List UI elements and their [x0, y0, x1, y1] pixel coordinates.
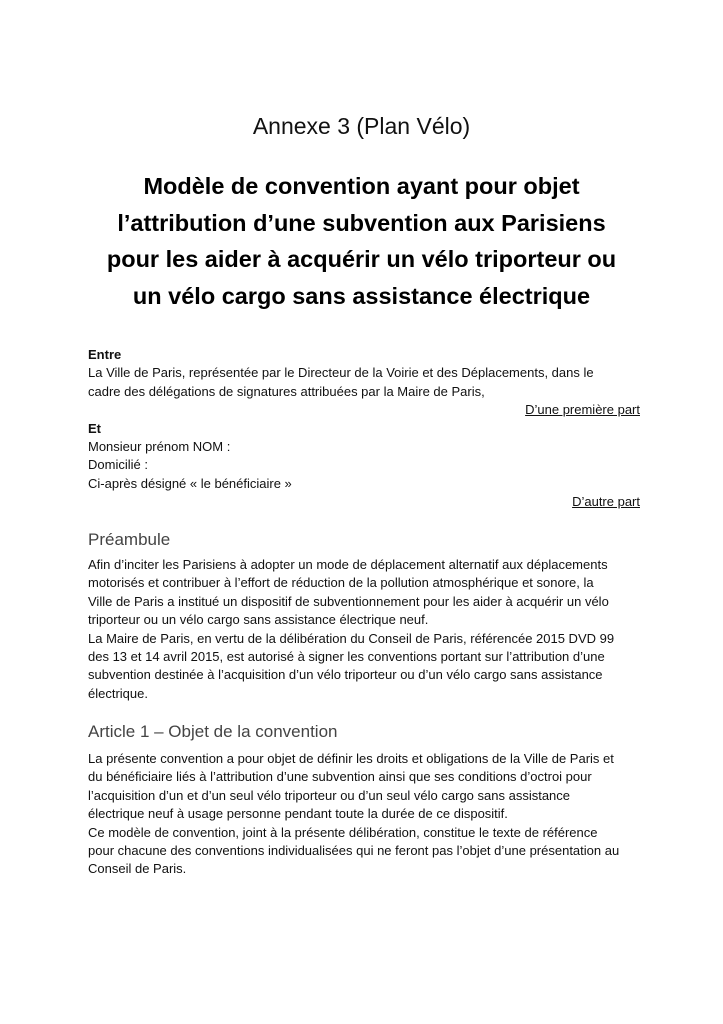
preambule-line: subvention destinée à l’acquisition d’un vélo triporteur ou d’un vélo cargo sans assistance	[88, 667, 603, 683]
et-text-line: Ci-après désigné « le bénéficiaire »	[88, 475, 292, 491]
entre-label: Entre	[88, 347, 122, 362]
et-text-line: Domicilié :	[88, 457, 148, 473]
main-title-line: l’attribution d’une subvention aux Parisiens	[117, 209, 606, 236]
premiere-part-label: D’une première part	[525, 402, 640, 418]
preambule-line: Ville de Paris a institué un dispositif de subventionnement pour les aider à acquérir un vélo	[88, 593, 609, 609]
entre-text-line: La Ville de Paris, représentée par le Directeur de la Voirie et des Déplacements, dans le	[88, 365, 594, 381]
article1-line: La présente convention a pour objet de définir les droits et obligations de la Ville de Paris et	[88, 751, 614, 766]
autre-part-label: D’autre part	[572, 494, 640, 510]
annex-title: Annexe 3 (Plan Vélo)	[252, 113, 471, 139]
entre-text-line: cadre des délégations de signatures attribuées par la Maire de Paris,	[88, 383, 485, 399]
preambule-line: La Maire de Paris, en vertu de la délibération du Conseil de Paris, référencée 2015 DVD 99	[88, 630, 615, 646]
preambule-heading: Préambule	[88, 530, 171, 549]
preambule-body	[88, 556, 640, 703]
preambule-line: Afin d’inciter les Parisiens à adopter un mode de déplacement alternatif aux déplacements	[88, 557, 608, 572]
article1-line: électrique neuf à usage personne pendant toute la durée de ce dispositif.	[88, 806, 508, 822]
article1-heading: Article 1 – Objet de la convention	[88, 722, 338, 741]
parties-section	[88, 346, 640, 512]
main-title-line: pour les aider à acquérir un vélo triporteur ou	[106, 246, 617, 272]
article1-line: pour chacune des conventions individualisées qui ne feront pas l’objet d’une présentation au	[88, 843, 620, 859]
preambule-line: des 13 et 14 avril 2015, est autorisé à signer les conventions portant sur l’attribution d’une	[88, 649, 605, 665]
et-text-line: Monsieur prénom NOM :	[88, 439, 231, 455]
preambule-line: triporteur ou un vélo cargo sans assistance électrique neuf.	[88, 612, 429, 628]
article1-line: l’acquisition d’un et d’un seul vélo triporteur ou d’un seul vélo cargo sans assistance	[88, 787, 571, 803]
preambule-line: électrique.	[88, 685, 148, 701]
article1-body	[88, 750, 640, 879]
main-title-line: Modèle de convention ayant pour objet	[143, 173, 580, 199]
article1-line: du bénéficiaire liés à l’attribution d’une subvention ainsi que ses conditions d’octroi pour	[88, 769, 592, 785]
preambule-line: motorisés et contribuer à l’effort de réduction de la pollution atmosphérique et sonore, la	[88, 575, 594, 591]
main-title	[60, 168, 663, 314]
et-label: Et	[88, 420, 101, 436]
main-title-line: un vélo cargo sans assistance électrique	[132, 282, 591, 309]
article1-line: Ce modèle de convention, joint à la présente délibération, constitue le texte de référence	[88, 824, 598, 840]
article1-line: Conseil de Paris.	[88, 861, 187, 877]
